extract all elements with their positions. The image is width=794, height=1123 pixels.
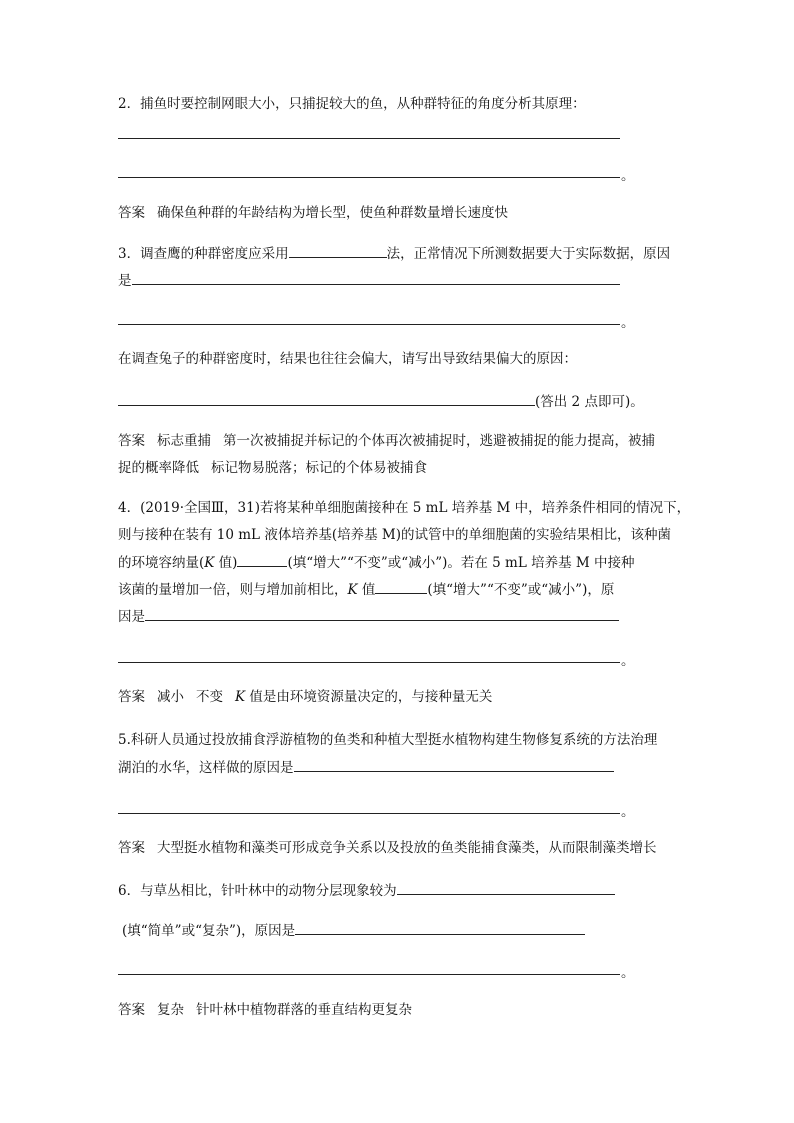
- q6-answer-2: 针叶林中植物群落的垂直结构更复杂: [196, 1002, 412, 1018]
- q4-line-3-a: 的环境容纳量(: [118, 555, 205, 571]
- answer-label: 答案: [118, 433, 145, 449]
- q2-answer-line-1[interactable]: [118, 138, 620, 139]
- q4-period: 。: [621, 653, 635, 669]
- q3-sub-line: [118, 391, 644, 411]
- q6-line-1-text: 6．与草丛相比，针叶林中的动物分层现象较为: [118, 883, 397, 899]
- q3-sub-note: (答出 2 点即可)。: [535, 394, 644, 410]
- q4-line-4-c: (填“增大”“不变”或“减小”)，原: [427, 582, 615, 598]
- q3-sub-blank[interactable]: [118, 391, 535, 406]
- q4-answer: [118, 688, 492, 706]
- q6-line-2: [122, 920, 585, 940]
- q4-line-5: [118, 606, 619, 626]
- q4-k-symbol: K: [347, 582, 358, 598]
- q3-reason-blank-2[interactable]: [118, 324, 620, 325]
- q3-stem-b: 法，正常情况下所测数据要大于实际数据，原因: [386, 246, 671, 262]
- q6-reason-blank-2[interactable]: [118, 974, 620, 975]
- q3-stem-line-2: [118, 270, 620, 290]
- q5-answer: [118, 839, 657, 857]
- q5-answer-text: 大型挺水植物和藻类可形成竞争关系以及投放的鱼类能捕食藻类，从而限制藻类增长: [157, 840, 657, 856]
- q6-line-2-text: (填“简单”或“复杂”)，原因是: [122, 923, 296, 939]
- q4-line-5-text: 因是: [118, 609, 145, 625]
- q3-answer-2: 第一次被捕捉并标记的个体再次被捕捉时，逃避被捕捉的能力提高，被捕: [223, 433, 655, 449]
- q4-line-2: 则与接种在装有 10 mL 液体培养基(培养基 M)的试管中的单细胞菌的实验结果相比，该种菌: [118, 527, 671, 543]
- q4-line-1: 4．(2019·全国Ⅲ，31)若将某种单细胞菌接种在 5 mL 培养基 M 中，培养条件相同的情况下，: [118, 500, 691, 516]
- answer-label: 答案: [118, 1002, 145, 1018]
- q6-period: 。: [621, 965, 635, 981]
- q5-line-2-text: 湖泊的水华，这样做的原因是: [118, 760, 294, 776]
- q4-line-4-b: 值: [357, 582, 376, 598]
- q4-reason-blank-1[interactable]: [145, 606, 619, 621]
- q3-stem-c: 是: [118, 273, 132, 289]
- q3-answer-3: 捉的概率降低: [118, 460, 199, 476]
- q4-line-3-c: (填“增大”“不变”或“减小”)。若在 5 mL 培养基 M 中接种: [287, 555, 635, 571]
- q3-stem-line-1: [118, 243, 670, 263]
- q6-answer: [118, 1001, 412, 1019]
- q6-answer-1: 复杂: [157, 1002, 184, 1018]
- q5-reason-blank-2[interactable]: [118, 813, 620, 814]
- q5-line-1: 5.科研人员通过投放捕食浮游植物的鱼类和种植大型挺水植物构建生物修复系统的方法治理: [118, 732, 658, 748]
- answer-label: 答案: [118, 840, 145, 856]
- q4-line-3-b: 值): [214, 555, 238, 571]
- q3-answer-1: 标志重捕: [157, 433, 211, 449]
- answer-label: 答案: [118, 205, 145, 221]
- q4-k-symbol: K: [204, 555, 215, 571]
- q3-method-blank[interactable]: [289, 243, 387, 258]
- q3-answer-line-2: [118, 459, 427, 477]
- q4-answer-k: K: [235, 689, 246, 705]
- q2-answer-text: 确保鱼种群的年龄结构为增长型，使鱼种群数量增长速度快: [157, 205, 508, 221]
- q4-line-3: [118, 552, 635, 572]
- q5-reason-blank-1[interactable]: [294, 757, 614, 772]
- q4-reason-blank-2[interactable]: [118, 662, 620, 663]
- q3-sub-stem: 在调查兔子的种群密度时，结果也往往会偏大，请写出导致结果偏大的原因：: [118, 351, 577, 367]
- answer-label: 答案: [118, 689, 145, 705]
- q2-stem: 2．捕鱼时要控制网眼大小，只捕捉较大的鱼，从种群特征的角度分析其原理：: [118, 96, 586, 112]
- q4-answer-3: 值是由环境资源量决定的，与接种量无关: [245, 689, 493, 705]
- q6-reason-blank-1[interactable]: [295, 920, 585, 935]
- q2-answer: [118, 204, 508, 222]
- q4-blank-2[interactable]: [375, 579, 427, 594]
- q2-period: 。: [621, 168, 635, 184]
- q6-blank-1[interactable]: [397, 880, 615, 895]
- q3-period: 。: [621, 315, 635, 331]
- q4-line-4-a: 该菌的量增加一倍，则与增加前相比，: [118, 582, 348, 598]
- q6-line-1: [118, 880, 615, 900]
- q4-answer-1: 减小: [157, 689, 184, 705]
- q5-line-2: [118, 757, 614, 777]
- q3-answer-line-1: [118, 432, 655, 450]
- q4-answer-2: 不变: [196, 689, 223, 705]
- q2-answer-line-2[interactable]: [118, 177, 620, 178]
- q4-blank-1[interactable]: [237, 552, 287, 567]
- q3-answer-4: 标记物易脱落；标记的个体易被捕食: [211, 460, 427, 476]
- q3-stem-a: 3．调查鹰的种群密度应采用: [118, 246, 289, 262]
- q3-reason-blank-1[interactable]: [132, 270, 620, 285]
- q4-line-4: [118, 579, 614, 599]
- q5-period: 。: [621, 804, 635, 820]
